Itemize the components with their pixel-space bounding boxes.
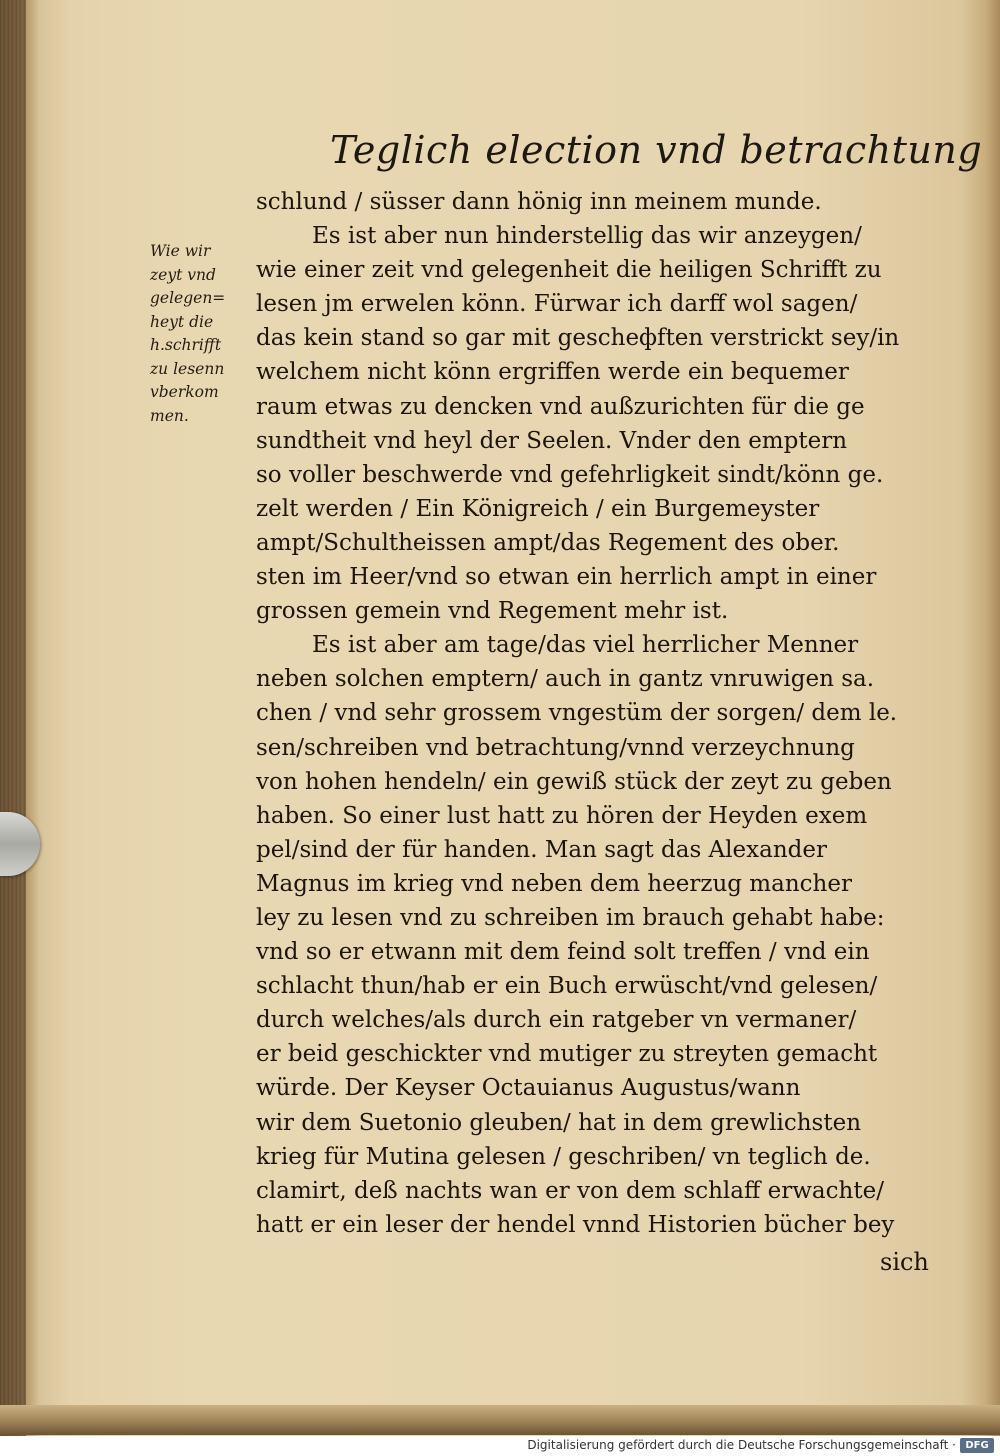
- text-line: schlacht thun/hab er ein Buch erwüscht/vnd gelesen/: [256, 973, 878, 1000]
- text-line: haben. So einer lust hatt zu hören der Heyden exem: [256, 802, 868, 829]
- text-line: das kein stand so gar mit gescheфften verstrickt sey/in: [256, 325, 900, 352]
- body-text: [256, 185, 956, 1242]
- funding-credit: Digitalisierung gefördert durch die Deutsche Forschungsgemeinschaft ·: [527, 1438, 956, 1452]
- text-line: krieg für Mutina gelesen / geschriben/ vn teglich de.: [256, 1143, 871, 1170]
- running-head: Teglich election vnd betrachtung: [330, 128, 983, 172]
- margin-note-line: gelegen=: [150, 289, 226, 307]
- text-line: würde. Der Keyser Octauianus Augustus/wann: [256, 1075, 801, 1102]
- book-fore-edge: [0, 0, 26, 1456]
- text-line: er beid geschickter vnd mutiger zu streyten gemacht: [256, 1041, 878, 1068]
- text-line: chen / vnd sehr grossem vngestüm der sorgen/ dem le.: [256, 700, 898, 727]
- text-line: durch welches/als durch ein ratgeber vn vermaner/: [256, 1007, 857, 1034]
- text-line: sen/schreiben vnd betrachtung/vnnd verzeychnung: [256, 734, 855, 761]
- text-line: vnd so er etwann mit dem feind solt treffen / vnd ein: [256, 939, 870, 966]
- text-line: von hohen hendeln/ ein gewiß stück der zeyt zu geben: [256, 768, 892, 795]
- text-line: Es ist aber am tage/das viel herrlicher Menner: [312, 632, 859, 659]
- page-bottom-edge: [0, 1405, 1000, 1435]
- text-line: lesen jm erwelen könn. Fürwar ich darff wol sagen/: [256, 291, 858, 318]
- text-line: Es ist aber nun hinderstellig das wir anzeygen/: [312, 223, 862, 250]
- margin-note-line: Wie wir: [150, 242, 211, 260]
- text-line: wir dem Suetonio gleuben/ hat in dem grewlichsten: [256, 1109, 862, 1136]
- text-line: schlund / süsser dann hönig inn meinem munde.: [256, 189, 822, 215]
- margin-note-line: h.schrifft: [150, 336, 222, 354]
- margin-note-line: men.: [150, 406, 189, 425]
- text-line: ley zu lesen vnd zu schreiben im brauch gehabt habe:: [256, 904, 885, 931]
- margin-note: [150, 240, 254, 428]
- margin-note-line: zu lesenn: [150, 359, 225, 378]
- margin-note-line: zeyt vnd: [150, 265, 216, 284]
- text-line: zelt werden / Ein Königreich / ein Burgemeyster: [256, 495, 820, 522]
- dfg-logo: DFG: [960, 1438, 994, 1453]
- margin-note-line: heyt die: [150, 312, 214, 331]
- text-line: clamirt, deß nachts wan er von dem schlaff erwachte/: [256, 1177, 884, 1204]
- text-line: sundtheit vnd heyl der Seelen. Vnder den emptern: [256, 427, 848, 454]
- text-line: raum etwas zu dencken vnd außzurichten für die ge: [256, 393, 865, 420]
- text-line: hatt er ein leser der hendel vnnd Historien bücher bey: [256, 1211, 895, 1238]
- text-line: pel/sind der für handen. Man sagt das Alexander: [256, 836, 827, 863]
- catchword: sich: [880, 1248, 929, 1276]
- text-line: grossen gemein vnd Regement mehr ist.: [256, 598, 729, 625]
- text-line: wie einer zeit vnd gelegenheit die heiligen Schrifft zu: [256, 257, 882, 284]
- margin-note-line: vberkom: [150, 383, 219, 401]
- text-line: sten im Heer/vnd so etwan ein herrlich ampt in einer: [256, 564, 877, 591]
- text-line: neben solchen emptern/ auch in gantz vnruwigen sa.: [256, 666, 875, 693]
- text-line: welchem nicht könn ergriffen werde ein bequemer: [256, 359, 849, 386]
- text-line: so voller beschwerde vnd gefehrligkeit sindt/könn ge.: [256, 461, 884, 488]
- text-line: ampt/Schultheissen ampt/das Regement des ober.: [256, 529, 840, 556]
- text-line: Magnus im krieg vnd neben dem heerzug mancher: [256, 870, 852, 897]
